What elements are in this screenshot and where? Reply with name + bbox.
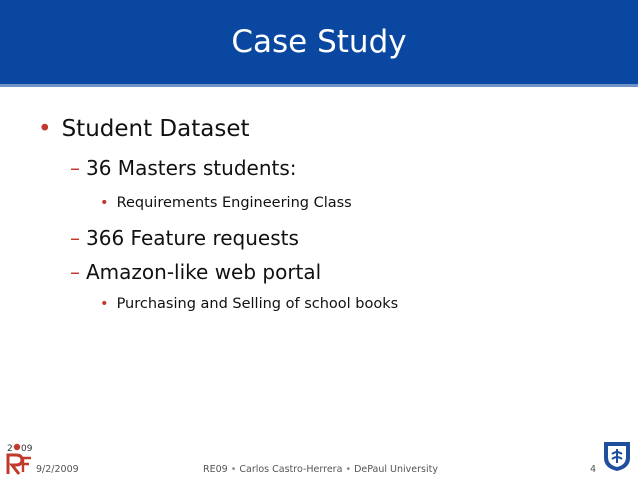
footer-author: Carlos Castro-Herrera: [239, 464, 343, 475]
bullet-text: Requirements Engineering Class: [116, 195, 352, 211]
dash-marker: –: [70, 156, 80, 180]
dash-marker: –: [70, 226, 80, 250]
bullet-level2: [70, 156, 297, 180]
bullet-text: Amazon-like web portal: [86, 260, 322, 284]
footer-date: 9/2/2009: [36, 464, 79, 475]
slide-title: Case Study: [231, 24, 407, 60]
svg-text:2: 2: [7, 444, 13, 454]
bullet-level2: [70, 226, 299, 250]
footer-conference: RE09: [203, 464, 228, 475]
bullet-level1: [38, 116, 250, 142]
footer-info: [203, 464, 438, 475]
depaul-shield-icon: [602, 440, 632, 472]
bullet-level2: [70, 260, 321, 284]
footer-separator: •: [230, 464, 237, 475]
svg-text:09: 09: [21, 444, 33, 454]
footer-affiliation: DePaul University: [354, 464, 438, 475]
footer-separator: •: [345, 464, 352, 475]
bullet-level3: [100, 296, 398, 312]
footer-page-number: 4: [590, 464, 597, 475]
bullet-text: Student Dataset: [61, 116, 250, 142]
bullet-text: Purchasing and Selling of school books: [116, 296, 399, 312]
re09-logo-icon: [4, 438, 38, 476]
title-divider: [0, 84, 638, 87]
bullet-marker: •: [100, 195, 109, 211]
bullet-marker: •: [100, 296, 109, 312]
bullet-level3: [100, 195, 352, 211]
dash-marker: –: [70, 260, 80, 284]
bullet-text: 366 Feature requests: [86, 226, 299, 250]
bullet-marker: •: [38, 116, 52, 142]
bullet-text: 36 Masters students:: [86, 156, 297, 180]
